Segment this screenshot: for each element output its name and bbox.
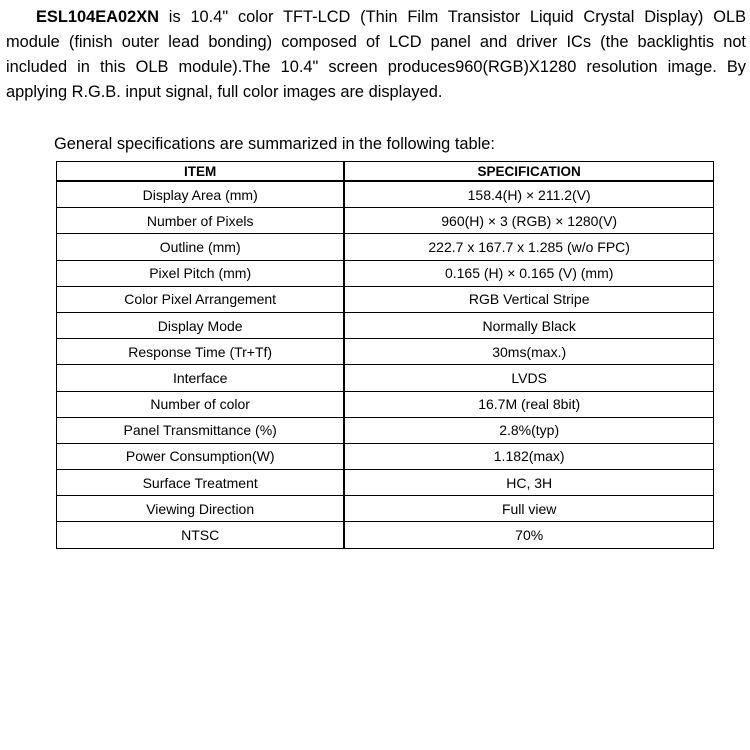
header-specification: SPECIFICATION	[344, 162, 713, 182]
table-row	[57, 470, 714, 496]
spec-table	[56, 161, 714, 549]
table-row	[57, 443, 714, 469]
table-row	[57, 286, 714, 312]
row-item-cell: Number of color	[57, 391, 345, 417]
header-item: ITEM	[57, 162, 345, 182]
row-spec-cell: Normally Black	[344, 312, 713, 338]
row-item-cell: Response Time (Tr+Tf)	[57, 339, 345, 365]
row-item-cell: Pixel Pitch (mm)	[57, 260, 345, 286]
row-item-cell: Display Mode	[57, 312, 345, 338]
table-row	[57, 181, 714, 208]
table-row	[57, 365, 714, 391]
row-spec-cell: RGB Vertical Stripe	[344, 286, 713, 312]
row-spec-cell: 2.8%(typ)	[344, 417, 713, 443]
row-item-cell: Number of Pixels	[57, 208, 345, 234]
table-header-row	[57, 162, 714, 182]
table-row	[57, 391, 714, 417]
table-row	[57, 260, 714, 286]
table-row	[57, 234, 714, 260]
table-row	[57, 339, 714, 365]
row-item-cell: Surface Treatment	[57, 470, 345, 496]
table-row	[57, 522, 714, 548]
intro-paragraph	[6, 5, 746, 105]
row-spec-cell: 960(H) × 3 (RGB) × 1280(V)	[344, 208, 713, 234]
row-item-cell: NTSC	[57, 522, 345, 548]
row-spec-cell: 158.4(H) × 211.2(V)	[344, 181, 713, 208]
intro-text: is 10.4" color TFT-LCD (Thin Film Transistor Liquid Crystal Display) OLB module (finish outer lead bonding) composed of LCD panel and driver ICs (the backlightis not included in this OLB module).The 10.4" screen produces960(RGB)X1280 resolution image. By applying R.G.B. input signal, full color images are displayed.	[6, 8, 746, 101]
row-item-cell: Viewing Direction	[57, 496, 345, 522]
table-body	[57, 181, 714, 548]
row-spec-cell: LVDS	[344, 365, 713, 391]
row-item-cell: Panel Transmittance (%)	[57, 417, 345, 443]
row-spec-cell: 1.182(max)	[344, 443, 713, 469]
row-item-cell: Interface	[57, 365, 345, 391]
row-item-cell: Outline (mm)	[57, 234, 345, 260]
row-spec-cell: HC, 3H	[344, 470, 713, 496]
row-spec-cell: 30ms(max.)	[344, 339, 713, 365]
row-item-cell: Power Consumption(W)	[57, 443, 345, 469]
table-caption: General specifications are summarized in the following table:	[54, 135, 495, 153]
table-row	[57, 496, 714, 522]
table-row	[57, 417, 714, 443]
row-spec-cell: 0.165 (H) × 0.165 (V) (mm)	[344, 260, 713, 286]
row-spec-cell: Full view	[344, 496, 713, 522]
row-item-cell: Color Pixel Arrangement	[57, 286, 345, 312]
table-row	[57, 312, 714, 338]
row-item-cell: Display Area (mm)	[57, 181, 345, 208]
row-spec-cell: 222.7 x 167.7 x 1.285 (w/o FPC)	[344, 234, 713, 260]
table-row	[57, 208, 714, 234]
model-number: ESL104EA02XN	[36, 8, 159, 26]
row-spec-cell: 70%	[344, 522, 713, 548]
row-spec-cell: 16.7M (real 8bit)	[344, 391, 713, 417]
